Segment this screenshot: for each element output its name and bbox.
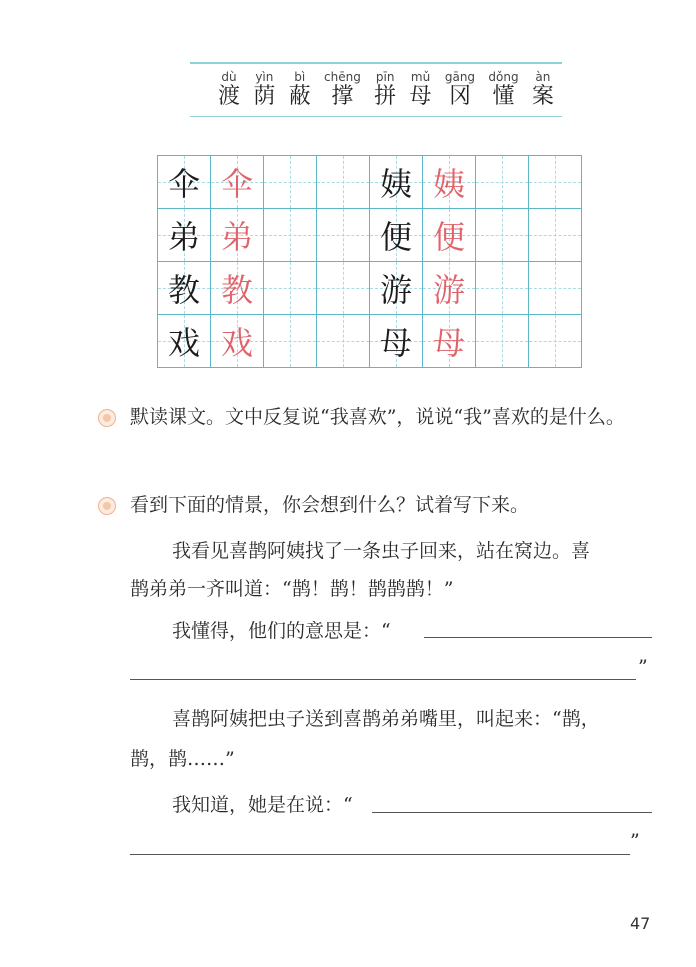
band-bottom-line (190, 116, 562, 118)
closing-quote: ” (630, 830, 640, 852)
grid-cell (317, 315, 370, 368)
vocab-pinyin: àn (535, 69, 551, 84)
exercise-1 (98, 398, 650, 436)
vocabulary-row (190, 64, 562, 116)
grid-cell (317, 209, 370, 262)
vocab-pinyin: pīn (375, 69, 395, 84)
grid-cell (529, 315, 582, 368)
grid-cell (158, 315, 211, 368)
grid-cell (317, 156, 370, 209)
trace-character: 姨 (432, 165, 465, 203)
grid-cell (476, 315, 529, 368)
answer-line[interactable] (372, 812, 652, 813)
grid-cell (476, 209, 529, 262)
grid-cell (529, 262, 582, 315)
model-character: 戏 (167, 324, 200, 362)
vocab-pinyin: dǒng (488, 69, 519, 84)
vocab-hanzi: 拼 (374, 83, 397, 109)
passage-2-line-2: 鹊，鹊……” (130, 748, 235, 770)
answer-line[interactable] (130, 679, 636, 680)
passage-1-line-2: 鹊弟弟一齐叫道：“鹊！鹊！鹊鹊鹊！” (130, 578, 454, 600)
exercise-1-text: 默读课文。文中反复说“我喜欢”，说说“我”喜欢的是什么。 (130, 406, 625, 428)
grid-cell (423, 209, 476, 262)
grid-cell (317, 262, 370, 315)
vocab-pinyin: dù (221, 69, 237, 84)
grid-cell (370, 262, 423, 315)
grid-cell (423, 156, 476, 209)
trace-character: 戏 (220, 324, 253, 362)
grid-row (158, 209, 582, 262)
model-character: 弟 (167, 218, 200, 256)
passage-1-prompt: 我懂得，他们的意思是：“ (172, 620, 391, 642)
vocab-hanzi: 冈 (448, 83, 471, 109)
passage-2-prompt: 我知道，她是在说：“ (172, 794, 353, 816)
grid-cell (211, 209, 264, 262)
grid-cell (370, 315, 423, 368)
trace-character: 教 (220, 271, 253, 309)
trace-character: 母 (432, 324, 465, 362)
grid-cell (370, 156, 423, 209)
model-character: 伞 (167, 165, 200, 203)
grid-row (158, 156, 582, 209)
grid-cell (529, 156, 582, 209)
vocab-hanzi: 母 (409, 83, 432, 109)
vocab-hanzi: 案 (531, 83, 554, 109)
vocab-pinyin: bì (294, 69, 306, 84)
grid-cell (158, 156, 211, 209)
vocab-item (289, 70, 311, 110)
vocab-item (410, 70, 432, 110)
vocab-item (374, 70, 396, 110)
grid-row (158, 262, 582, 315)
vocab-pinyin: chēng (324, 69, 361, 84)
vocab-item (532, 70, 554, 110)
vocab-hanzi: 撑 (331, 83, 354, 109)
grid-cell (529, 209, 582, 262)
grid-cell (264, 156, 317, 209)
model-character: 便 (379, 218, 412, 256)
trace-character: 弟 (220, 218, 253, 256)
grid-cell (158, 262, 211, 315)
vocab-pinyin: gāng (444, 69, 476, 84)
grid-cell (158, 209, 211, 262)
vocab-pinyin: yìn (255, 69, 274, 84)
grid-cell (211, 262, 264, 315)
exercise-number-icon (98, 409, 116, 427)
vocab-hanzi: 渡 (218, 83, 241, 109)
grid-cell (264, 209, 317, 262)
exercise-number-icon (98, 497, 116, 515)
writing-grid (157, 155, 582, 368)
model-character: 游 (379, 271, 412, 309)
exercise-2 (98, 486, 650, 524)
trace-character: 伞 (220, 165, 253, 203)
closing-quote: ” (638, 656, 648, 678)
passage-2-line-1: 喜鹊阿姨把虫子送到喜鹊弟弟嘴里，叫起来：“鹊， (172, 708, 600, 730)
model-character: 教 (167, 271, 200, 309)
grid-cell (211, 156, 264, 209)
vocab-item (445, 70, 475, 110)
grid-cell (476, 262, 529, 315)
model-character: 姨 (379, 165, 412, 203)
grid-cell (423, 315, 476, 368)
vocab-hanzi: 蔽 (288, 83, 311, 109)
grid-row (158, 315, 582, 368)
vocab-hanzi: 荫 (253, 83, 276, 109)
vocabulary-band (190, 62, 562, 117)
vocab-item (488, 70, 518, 110)
exercise-2-text: 看到下面的情景，你会想到什么？试着写下来。 (130, 494, 530, 516)
grid-cell (423, 262, 476, 315)
answer-line[interactable] (424, 637, 652, 638)
grid-cell (370, 209, 423, 262)
answer-line[interactable] (130, 854, 630, 855)
page-number: 47 (630, 914, 651, 933)
vocab-pinyin: mǔ (410, 69, 431, 84)
vocab-item (253, 70, 275, 110)
grid-cell (476, 156, 529, 209)
trace-character: 游 (432, 271, 465, 309)
grid-cell (264, 315, 317, 368)
model-character: 母 (379, 324, 412, 362)
passage-1-line-1: 我看见喜鹊阿姨找了一条虫子回来，站在窝边。喜 (172, 540, 591, 562)
grid-cell (211, 315, 264, 368)
vocab-item (324, 70, 361, 110)
vocab-item (218, 70, 240, 110)
grid-cell (264, 262, 317, 315)
vocab-hanzi: 懂 (492, 83, 515, 109)
trace-character: 便 (432, 218, 465, 256)
